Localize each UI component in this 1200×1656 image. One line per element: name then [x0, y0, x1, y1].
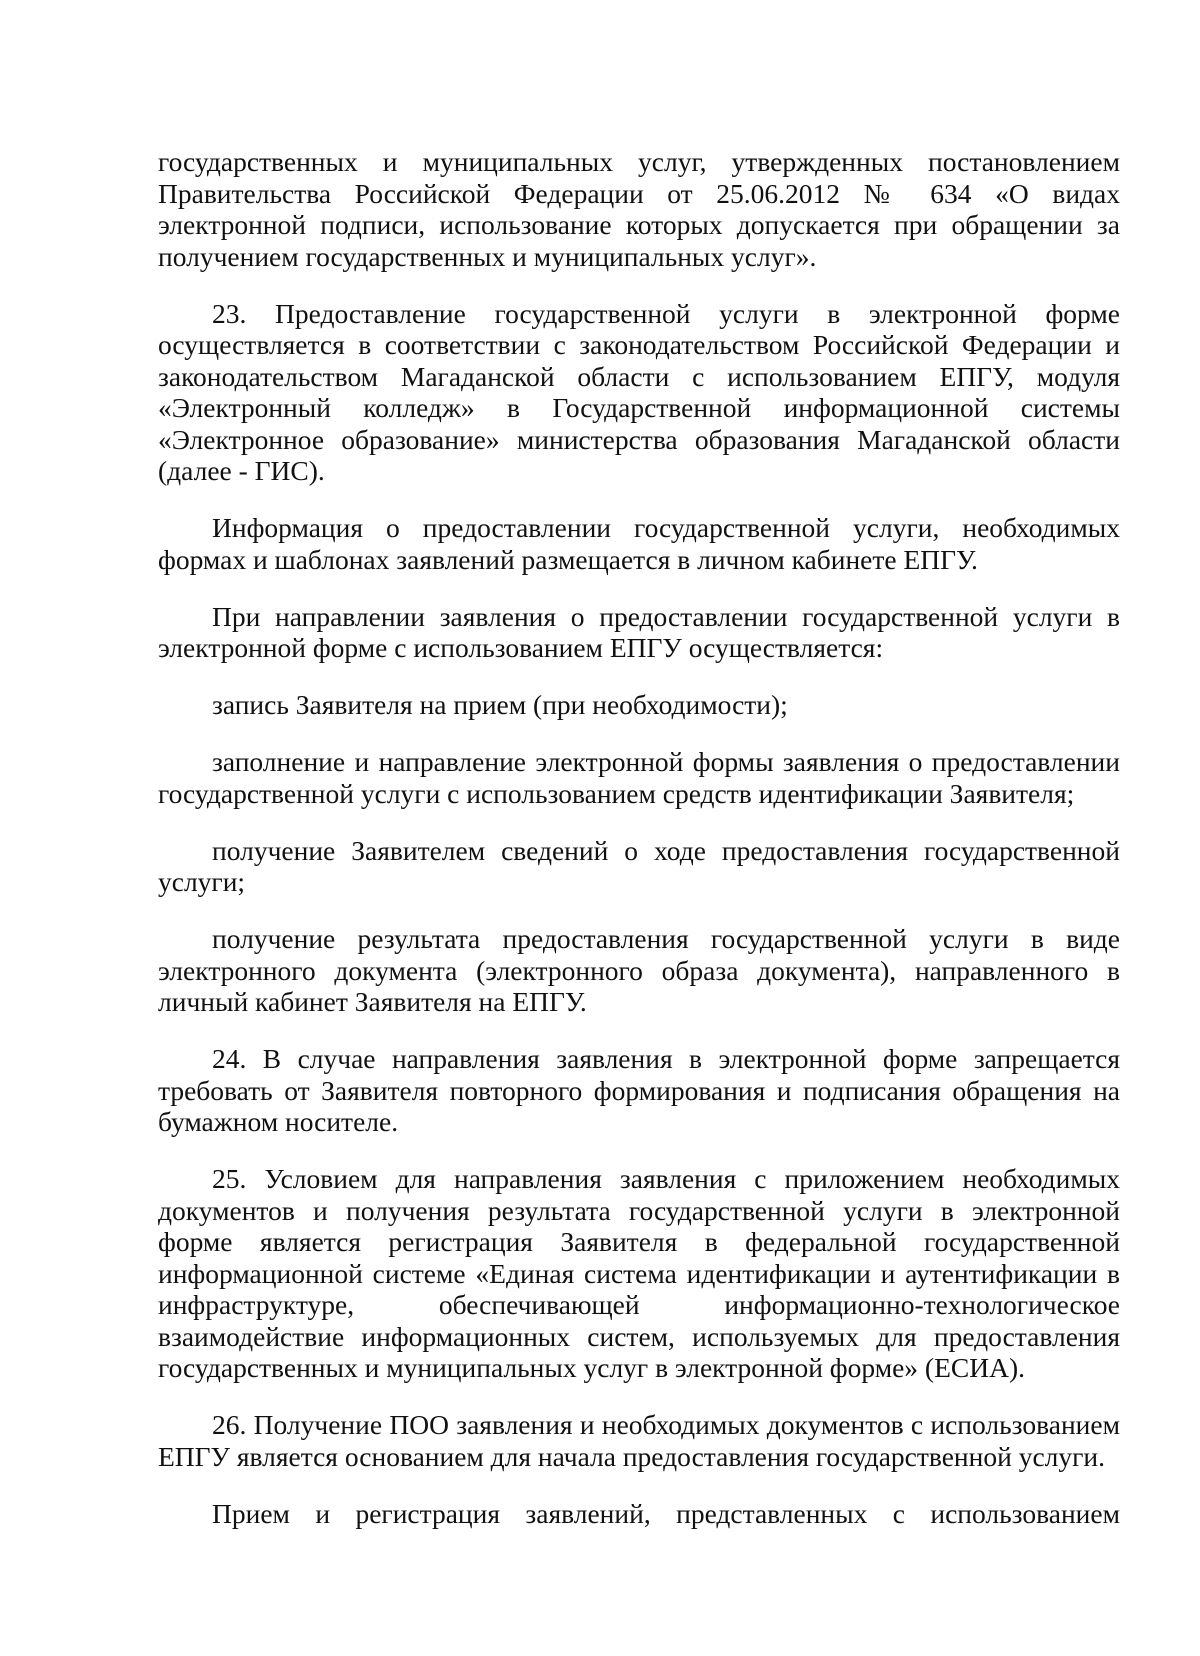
paragraph-reception: Прием и регистрация заявлений, представленных с использованием: [212, 1497, 1120, 1529]
list-item: получение результата предоставления государственной услуги в виде электронного документа (электронного образа документа), направленного в личный кабинет Заявителя на ЕПГУ.: [158, 923, 1120, 1017]
paragraph-info: Информация о предоставлении государственной услуги, необходимых формах и шаблонах заявлений размещается в личном кабинете ЕПГУ.: [158, 512, 1120, 575]
paragraph-continuation: государственных и муниципальных услуг, утвержденных постановлением Правительства Российской Федерации от 25.06.2012 № 634 «О видах электронной подписи, использование которых допускается при обращении за получением государственных и муниципальных услуг».: [158, 146, 1120, 272]
paragraph-23: 23. Предоставление государственной услуги в электронной форме осуществляется в соответствии с законодательством Российской Федерации и законодательством Магаданской области с использованием ЕПГУ, модуля «Электронный колледж» в Государственной информационной системы «Электронное образование» министерства образования Магаданской области (далее - ГИС).: [158, 297, 1120, 486]
paragraph-25: 25. Условием для направления заявления с приложением необходимых документов и получения результата государственной услуги в электронной форме является регистрация Заявителя в федеральной государственной информационной системе «Единая система идентификации и аутентификации в инфраструктуре, обеспечивающей информационно-технологическое взаимодействие информационных систем, используемых для предоставления государственных и муниципальных услуг в электронной форме» (ЕСИА).: [158, 1163, 1120, 1383]
paragraph-26: 26. Получение ПОО заявления и необходимых документов с использованием ЕПГУ является основанием для начала предоставления государственной услуги.: [158, 1409, 1120, 1472]
list-item: получение Заявителем сведений о ходе предоставления государственной услуги;: [158, 834, 1120, 897]
document-page: [158, 146, 1120, 1529]
list-item: заполнение и направление электронной формы заявления о предоставлении государственной услуги с использованием средств идентификации Заявителя;: [158, 746, 1120, 809]
paragraph-24: 24. В случае направления заявления в электронной форме запрещается требовать от Заявителя повторного формирования и подписания обращения на бумажном носителе.: [158, 1043, 1120, 1137]
list-item: запись Заявителя на прием (при необходимости);: [212, 689, 788, 720]
paragraph-submission: При направлении заявления о предоставлении государственной услуги в электронной форме с использованием ЕПГУ осуществляется:: [158, 600, 1120, 663]
